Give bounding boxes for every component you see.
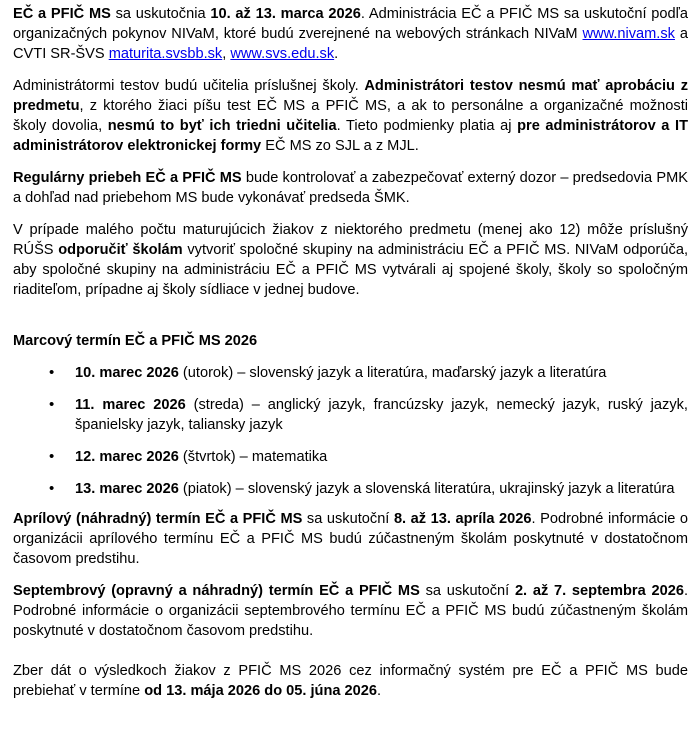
pre-final-spacer <box>13 653 688 661</box>
bold-text: 8. až 13. apríla 2026 <box>393 511 532 527</box>
list-item-subjects: (utorok) – slovenský jazyk a literatúra, maďarský jazyk a literatúra <box>178 365 607 381</box>
text-run: sa uskutoční <box>302 511 394 527</box>
text-run: . Tieto podmienky platia aj <box>336 118 518 134</box>
list-item <box>13 479 688 499</box>
hyperlink-www-svs-edu-sk[interactable]: www.svs.edu.sk <box>230 46 335 62</box>
text-run: EČ MS zo SJL a z MJL. <box>261 138 419 154</box>
list-item-subjects: (štvrtok) – matematika <box>178 449 328 465</box>
bold-text: Administrátori testov nesmú mať aprobáciu z predmetu <box>13 78 688 114</box>
bullet-icon: • <box>49 480 55 497</box>
bullet-icon: • <box>49 364 55 381</box>
list-item-subjects: (piatok) – slovenský jazyk a slovenská literatúra, ukrajinský jazyk a literatúra <box>178 481 675 497</box>
bold-text: EČ a PFIČ MS <box>13 6 111 22</box>
text-run: . <box>377 683 382 699</box>
text-run: sa uskutoční <box>419 583 515 599</box>
text-run: , z ktorého žiaci píšu test EČ MS a PFIČ MS, a ak to personálne a organizačné možnosti školy dovolia, <box>13 98 688 134</box>
bold-text: nesmú to byť ich triedni učitelia <box>107 118 337 134</box>
text-run: . <box>334 46 339 62</box>
list-item-text <box>75 363 688 383</box>
paragraph-small-groups <box>13 220 688 300</box>
bold-text: 10. až 13. marca 2026 <box>210 6 361 22</box>
bold-text: odporučiť školám <box>58 242 183 258</box>
text-run: Administrátormi testov budú učitelia príslušnej školy. <box>13 78 365 94</box>
list-item-text <box>75 447 688 467</box>
paragraph-term-intro <box>13 4 688 64</box>
list-item-date: 11. marec 2026 <box>75 397 186 413</box>
bold-text: Septembrový (opravný a náhradný) termín EČ a PFIČ MS <box>13 583 420 599</box>
hyperlink-www-nivam-sk[interactable]: www.nivam.sk <box>582 26 675 42</box>
text-run: V prípade malého počtu maturujúcich žiakov z niektorého predmetu (menej ako 12) môže príslušný RÚŠS <box>13 222 688 258</box>
text-run: . Administrácia EČ a PFIČ MS sa uskutoční podľa organizačných pokynov NIVaM, ktoré budú zverejnené na webových stránkach NIVaM <box>13 6 689 42</box>
list-item-text <box>75 395 688 435</box>
list-item <box>13 363 688 383</box>
section-spacer <box>13 311 688 331</box>
bold-text: Regulárny priebeh EČ a PFIČ MS <box>13 170 242 186</box>
march-section-heading: Marcový termín EČ a PFIČ MS 2026 <box>13 333 258 349</box>
list-item <box>13 447 688 467</box>
text-run: , <box>222 46 231 62</box>
text-run: a CVTI SR-ŠVS <box>13 26 689 62</box>
bold-text: Aprílový (náhradný) termín EČ a PFIČ MS <box>13 511 303 527</box>
paragraph-administrators <box>13 76 688 156</box>
list-item-date: 10. marec 2026 <box>75 365 179 381</box>
march-date-list <box>13 363 688 499</box>
text-run: Zber dát o výsledkoch žiakov z PFIČ MS 2026 cez informačný systém pre EČ a PFIČ MS bude prebiehať v termíne <box>13 663 688 699</box>
text-run: sa uskutočnia <box>110 6 211 22</box>
paragraph-april-term <box>13 509 688 569</box>
bold-text: 2. až 7. septembra 2026 <box>514 583 684 599</box>
bold-text: pre administrátorov a IT administrátorov elektronickej formy <box>13 118 688 154</box>
text-run: bude kontrolovať a zabezpečovať externý dozor – predsedovia PMK a dohľad nad priebehom MS bude vykonávať predseda ŠMK. <box>13 170 688 206</box>
list-item-date: 12. marec 2026 <box>75 449 179 465</box>
bullet-icon: • <box>49 396 55 413</box>
paragraph-regular-course <box>13 168 688 208</box>
bullet-icon: • <box>49 448 55 465</box>
text-run: . Podrobné informácie o organizácii aprílového termínu EČ a PFIČ MS budú zúčastneným školám poskytnuté v dostatočnom časovom predstihu. <box>13 511 688 567</box>
list-item-date: 13. marec 2026 <box>75 481 179 497</box>
list-item <box>13 395 688 435</box>
text-run: vytvoriť spoločné skupiny na administráciu EČ a PFIČ MS. NIVaM odporúča, aby spoločné skupiny na administráciu EČ a PFIČ MS vytvárali aj spojené školy, školy so spoločným riaditeľom, prípadne aj školy sídliace v jednej budove. <box>13 242 688 298</box>
bold-text: od 13. mája 2026 do 05. júna 2026 <box>144 683 378 699</box>
list-item-subjects: (streda) – anglický jazyk, francúzsky jazyk, nemecký jazyk, ruský jazyk, španielsky jazyk, taliansky jazyk <box>75 397 688 433</box>
paragraph-data-collection <box>13 661 688 701</box>
hyperlink-maturita-svsbb-sk[interactable]: maturita.svsbb.sk <box>108 46 223 62</box>
paragraph-september-term <box>13 581 688 641</box>
list-item-text <box>75 479 688 499</box>
text-run: . Podrobné informácie o organizácii septembrového termínu EČ a PFIČ MS budú zúčastneným školám poskytnuté v dostatočnom časovom predstihu. <box>13 583 689 639</box>
